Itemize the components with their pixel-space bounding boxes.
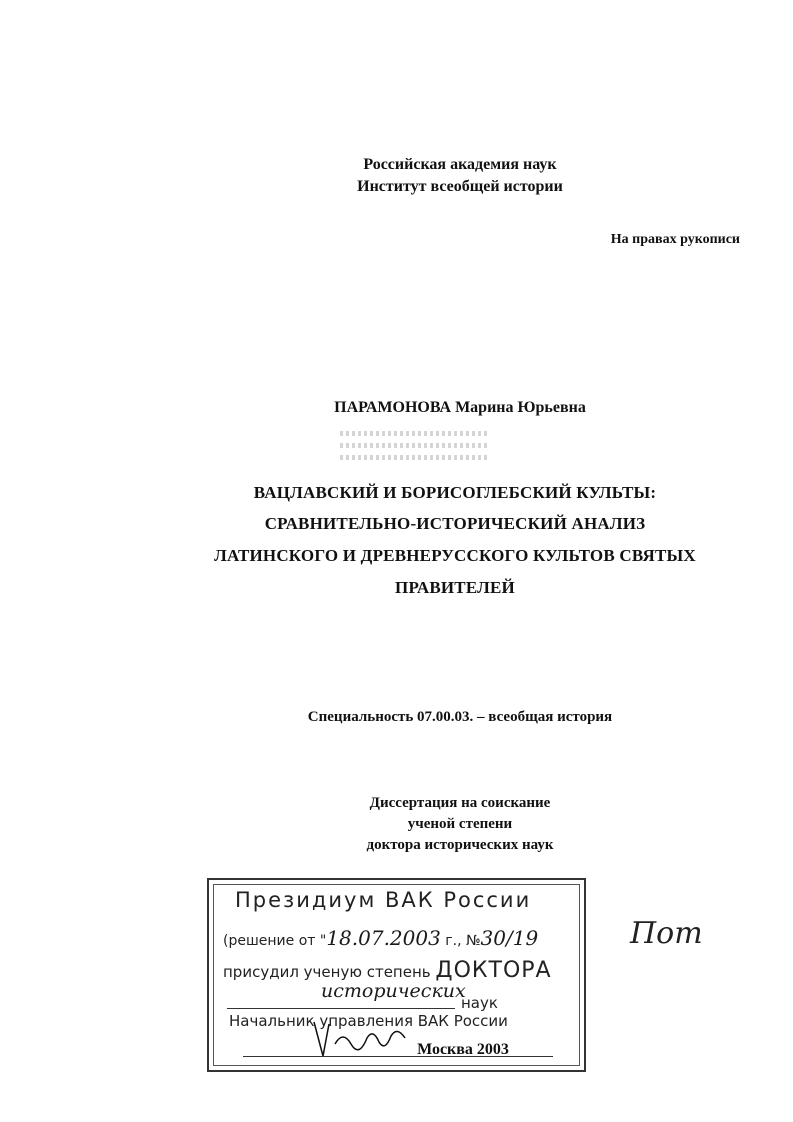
title-line-3: ЛАТИНСКОГО И ДРЕВНЕРУССКОГО КУЛЬТОВ СВЯТЫХ bbox=[214, 546, 696, 565]
stamp-field-handwritten: исторических bbox=[321, 980, 466, 1002]
manuscript-rights-note: На правах рукописи bbox=[610, 232, 740, 247]
stamp-decision-prefix: (решение от " bbox=[223, 933, 327, 949]
stamp-decision-mid: г., № bbox=[440, 933, 481, 949]
stamp-degree-prefix: присудил ученую степень bbox=[223, 963, 436, 981]
dissertation-line-1: Диссертация на соискание bbox=[369, 795, 551, 811]
organization-line-1: Российская академия наук bbox=[363, 156, 557, 173]
title-line-4: ПРАВИТЕЛЕЙ bbox=[395, 578, 515, 597]
organization-line-2: Институт всеобщей истории bbox=[357, 178, 563, 195]
title-line-2: СРАВНИТЕЛЬНО-ИСТОРИЧЕСКИЙ АНАЛИЗ bbox=[264, 514, 646, 533]
stamp-decision-date: 18.07.2003 bbox=[326, 926, 441, 950]
place-and-year: Москва 2003 bbox=[417, 1041, 509, 1058]
dissertation-line-2: ученой степени bbox=[407, 816, 513, 832]
stamp-decision-line bbox=[223, 926, 538, 950]
speciality-line: Специальность 07.00.03. – всеобщая история bbox=[307, 709, 613, 725]
stamp-title: Президиум ВАК России bbox=[235, 888, 532, 912]
author-name: ПАРАМОНОВА Марина Юрьевна bbox=[334, 399, 586, 416]
stamp-head-line: Начальник управления ВАК России bbox=[229, 1012, 508, 1030]
dissertation-line-3: доктора исторических наук bbox=[366, 837, 554, 853]
stamp-decision-number: 30/19 bbox=[480, 926, 539, 950]
vak-stamp bbox=[207, 878, 586, 1072]
stamp-degree-value: ДОКТОРА bbox=[435, 958, 552, 983]
stamp-sciences-suffix: наук bbox=[461, 994, 498, 1012]
library-stamp-icon bbox=[340, 424, 490, 474]
handwritten-side-note: Пот bbox=[630, 916, 703, 951]
title-line-1: ВАЦЛАВСКИЙ И БОРИСОГЛЕБСКИЙ КУЛЬТЫ: bbox=[253, 483, 657, 502]
